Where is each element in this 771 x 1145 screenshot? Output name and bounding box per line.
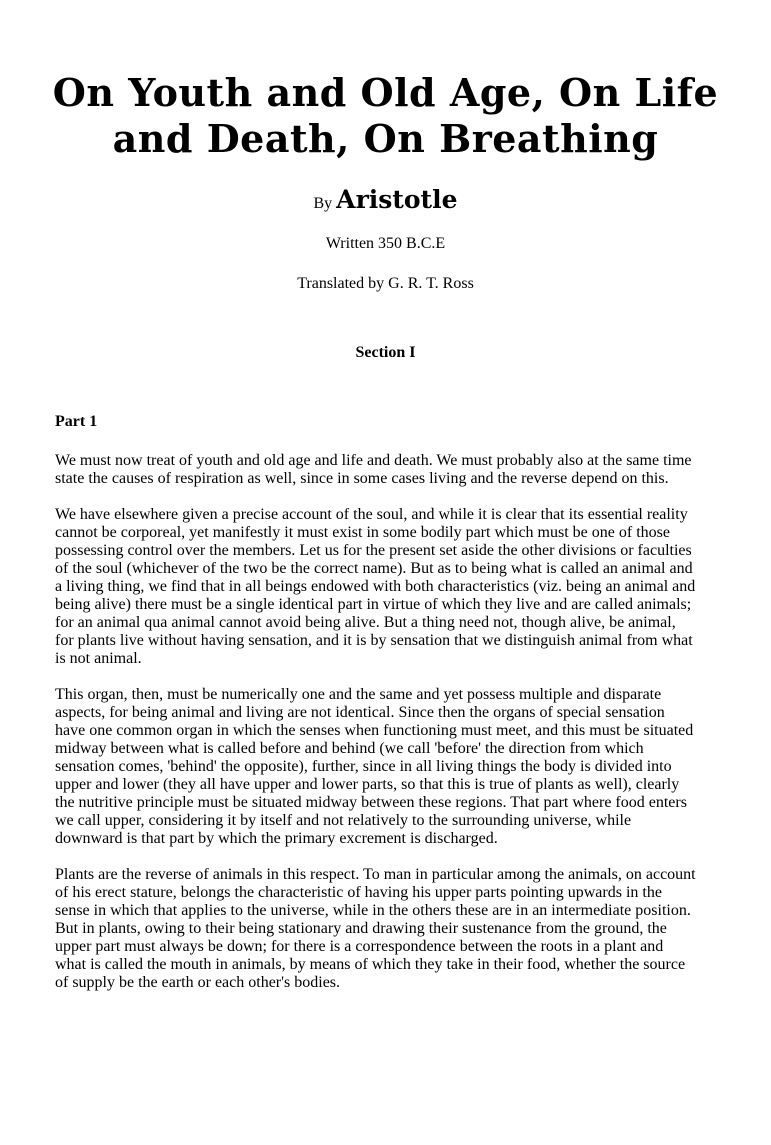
part-heading: Part 1 [55, 413, 98, 430]
paragraph-3: This organ, then, must be numerically one and the same and yet possess multiple and disparate aspects, for being animal and living are not identical. Since then the organs of special sensation have one common organ in which the senses when functioning must meet, and this must be situated midway between what is called before and behind (we call 'before' the direction from which sensation comes, 'behind' the opposite), further, since in all living things the body is divided into upper and lower (they all have upper and lower parts, so that this is true of plants as well), clearly the nutritive principle must be situated midway between these regions. That part where food enters we call upper, considering it by itself and not relatively to the surrounding universe, while downward is that part by which the primary excrement is discharged. [55, 686, 694, 847]
section-heading: Section I [355, 344, 416, 361]
paragraph-2: We have elsewhere given a precise account of the soul, and while it is clear that its essential reality cannot be corporeal, yet manifestly it must exist in some bodily part which must be one of those possessing control over the members. Let us for the present set aside the other divisions or faculties of the soul (whichever of the two be the correct name). But as to being what is called an animal and a living thing, we find that in all beings endowed with both characteristics (viz. being an animal and being alive) there must be a single identical part in virtue of which they live and are called animals; for an animal qua animal cannot avoid being alive. But a thing need not, though alive, be animal, for plants live without having sensation, and it is by sensation that we distinguish animal from what is not animal. [55, 506, 696, 667]
body-text [55, 452, 697, 1010]
by-label: By [313, 195, 333, 212]
translator-credit: Translated by G. R. T. Ross [297, 275, 474, 292]
paragraph-4: Plants are the reverse of animals in this respect. To man in particular among the animals, on account of his erect stature, belongs the characteristic of having his upper parts pointing upwards in the sense in which that applies to the universe, while in the others these are in an intermediate position. But in plants, owing to their being stationary and drawing their sustenance from the ground, the upper part must always be down; for there is a correspondence between the roots in a plant and what is called the mouth in animals, by means of which they take in their food, whether the source of supply be the earth or each other's bodies. [55, 866, 696, 991]
author-name: Aristotle [336, 185, 458, 214]
title-line-2: and Death, On Breathing [112, 116, 659, 161]
document-title [20, 70, 751, 162]
byline [0, 183, 771, 221]
paragraph-1: We must now treat of youth and old age and life and death. We must probably also at the same time state the causes of respiration as well, since in some cases living and the reverse depend on this. [55, 452, 692, 487]
title-line-1: On Youth and Old Age, On Life [52, 70, 719, 115]
written-date: Written 350 B.C.E [325, 235, 446, 252]
